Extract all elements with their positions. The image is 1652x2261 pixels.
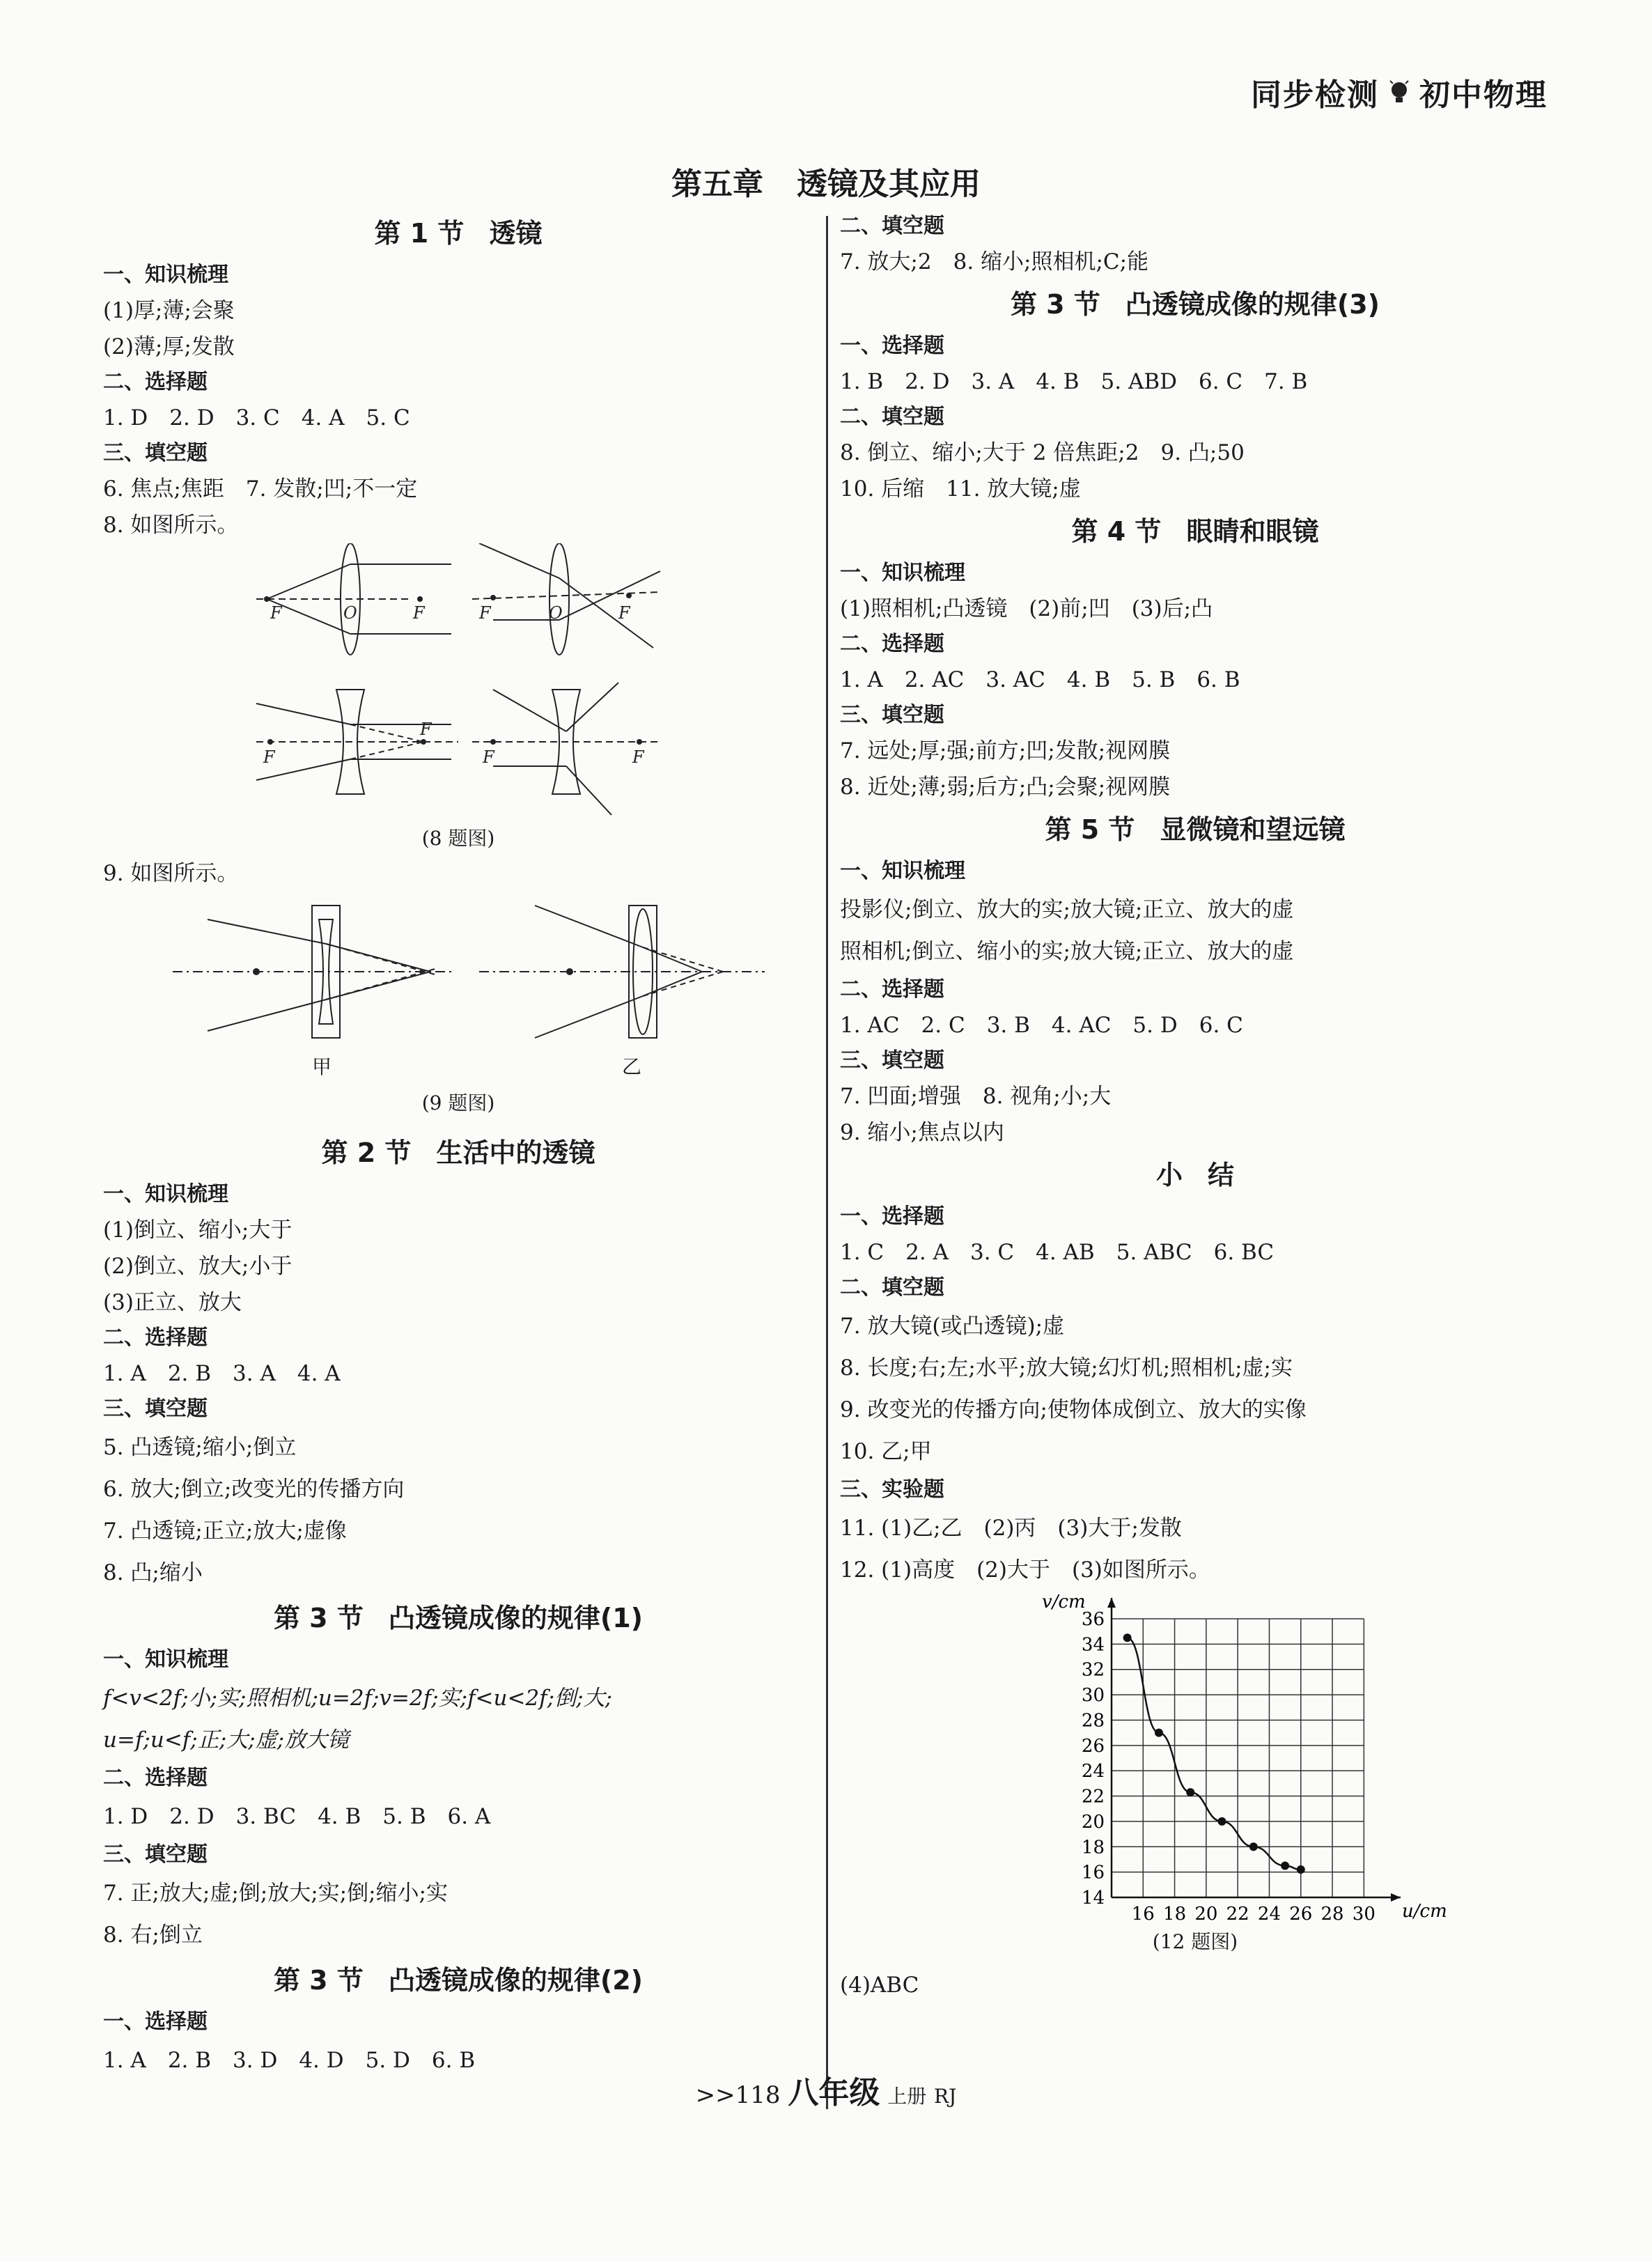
subheading: 三、填空题 bbox=[103, 441, 208, 465]
answer-line: 8. 凸;缩小 bbox=[103, 1560, 203, 1585]
answer-line: 10. 乙;甲 bbox=[840, 1439, 932, 1464]
subheading: 三、填空题 bbox=[103, 1842, 208, 1867]
answer-line: 9. 如图所示。 bbox=[103, 861, 239, 886]
subheading: 二、选择题 bbox=[103, 370, 208, 394]
answer-line: 12. (1)高度 (2)大于 (3)如图所示。 bbox=[840, 1557, 1210, 1583]
figure-9 bbox=[103, 892, 813, 1087]
data-point bbox=[1186, 1788, 1194, 1796]
answer-line: u=f;u<f;正;大;虚;放大镜 bbox=[103, 1727, 350, 1753]
svg-text:F: F bbox=[632, 747, 644, 767]
header-subject: 初中物理 bbox=[1419, 77, 1548, 113]
page-number: 118 bbox=[735, 2081, 781, 2109]
y-tick-label: 34 bbox=[1081, 1634, 1105, 1656]
answer-line: 照相机;倒立、缩小的实;放大镜;正立、放大的虚 bbox=[840, 939, 1294, 964]
answer-line: (1)厚;薄;会聚 bbox=[103, 298, 235, 323]
svg-text:O: O bbox=[549, 603, 563, 623]
column-divider bbox=[826, 216, 828, 2109]
answer-line: 11. (1)乙;乙 (2)丙 (3)大于;发散 bbox=[840, 1516, 1182, 1541]
section-3a-heading: 第 3 节 凸透镜成像的规律(1) bbox=[273, 1603, 644, 1633]
chapter-name: 透镜及其应用 bbox=[797, 166, 981, 202]
answer-line: (1)照相机;凸透镜 (2)前;凹 (3)后;凸 bbox=[840, 596, 1213, 621]
section-3c-heading: 第 3 节 凸透镜成像的规律(3) bbox=[1010, 289, 1380, 320]
answer-line: 1. A 2. B 3. A 4. A bbox=[103, 1361, 341, 1386]
svg-text:F: F bbox=[270, 603, 282, 623]
answer-line: 7. 正;放大;虚;倒;放大;实;倒;缩小;实 bbox=[103, 1881, 448, 1906]
subheading: 二、选择题 bbox=[840, 977, 944, 1002]
left-column bbox=[103, 209, 813, 2081]
subheading: 一、选择题 bbox=[840, 1204, 944, 1229]
answer-line: 10. 后缩 11. 放大镜;虚 bbox=[840, 476, 1081, 502]
section-5-heading: 第 5 节 显微镜和望远镜 bbox=[1045, 814, 1346, 845]
answer-line: (2)倒立、放大;小于 bbox=[103, 1254, 293, 1279]
answer-line: 投影仪;倒立、放大的实;放大镜;正立、放大的虚 bbox=[840, 897, 1294, 922]
y-axis-label: v/cm bbox=[1042, 1592, 1086, 1613]
subheading: 一、知识梳理 bbox=[840, 561, 965, 585]
data-point bbox=[1297, 1865, 1305, 1874]
data-point bbox=[1155, 1729, 1163, 1737]
answer-line: 8. 右;倒立 bbox=[103, 1922, 203, 1948]
uv-graph bbox=[840, 1591, 1550, 1925]
answer-line: 9. 缩小;焦点以内 bbox=[840, 1120, 1004, 1145]
subheading: 二、填空题 bbox=[840, 1275, 944, 1300]
section-1-body bbox=[103, 258, 813, 543]
y-tick-label: 22 bbox=[1081, 1786, 1105, 1808]
y-tick-label: 18 bbox=[1081, 1837, 1105, 1858]
page-footer bbox=[0, 2067, 1652, 2112]
answer-line: 8. 倒立、缩小;大于 2 倍焦距;2 9. 凸;50 bbox=[840, 440, 1245, 465]
x-tick-label: 20 bbox=[1194, 1904, 1218, 1925]
answer-line: 1. A 2. AC 3. AC 4. B 5. B 6. B bbox=[840, 667, 1240, 692]
lens-cases-diagram bbox=[103, 892, 813, 1087]
footer-grade: 八年级 bbox=[788, 2075, 880, 2111]
right-column bbox=[840, 209, 1550, 2003]
answer-line: 7. 放大;2 8. 缩小;照相机;C;能 bbox=[840, 249, 1149, 274]
answer-line: 1. A 2. B 3. D 4. D 5. D 6. B bbox=[103, 2048, 476, 2073]
section-5-body bbox=[840, 854, 1550, 1151]
footer-volume: 上册 bbox=[887, 2085, 927, 2108]
section-1-heading: 第 1 节 透镜 bbox=[374, 218, 543, 249]
answer-line: 8. 近处;薄;弱;后方;凸;会聚;视网膜 bbox=[840, 775, 1171, 800]
section-2-body bbox=[103, 1177, 813, 1594]
answer-line: 7. 放大镜(或凸透镜);虚 bbox=[840, 1314, 1065, 1339]
figure-8-caption: (8 题图) bbox=[421, 827, 495, 850]
data-point bbox=[1218, 1817, 1226, 1826]
subheading: 一、知识梳理 bbox=[103, 1647, 228, 1672]
lens-ray-diagrams bbox=[103, 543, 813, 822]
footer-edition: RJ bbox=[934, 2085, 957, 2108]
subheading: 二、填空题 bbox=[840, 214, 944, 238]
figure-12-caption: (12 题图) bbox=[1152, 1930, 1238, 1953]
svg-text:F: F bbox=[420, 720, 432, 739]
subheading: 二、选择题 bbox=[103, 1326, 208, 1350]
y-tick-label: 30 bbox=[1081, 1685, 1105, 1707]
svg-text:O: O bbox=[343, 603, 357, 623]
x-axis-label: u/cm bbox=[1402, 1901, 1447, 1922]
svg-text:F: F bbox=[413, 603, 425, 623]
subheading: 三、填空题 bbox=[840, 703, 944, 727]
running-header bbox=[1251, 70, 1548, 114]
figure-8 bbox=[103, 543, 813, 822]
section-4-body bbox=[840, 556, 1550, 805]
section-3b-heading: 第 3 节 凸透镜成像的规律(2) bbox=[273, 1965, 644, 1996]
answer-line: 6. 焦点;焦距 7. 发散;凹;不一定 bbox=[103, 476, 418, 502]
subheading: 一、知识梳理 bbox=[103, 263, 228, 287]
figure-9-label-yi: 乙 bbox=[622, 1055, 642, 1078]
answer-line: 1. B 2. D 3. A 4. B 5. ABD 6. C 7. B bbox=[840, 369, 1308, 394]
y-tick-label: 16 bbox=[1081, 1862, 1105, 1883]
section-4-heading: 第 4 节 眼睛和眼镜 bbox=[1071, 516, 1319, 547]
data-point bbox=[1281, 1862, 1289, 1870]
figure-9-label-jia: 甲 bbox=[312, 1055, 332, 1078]
data-point bbox=[1249, 1842, 1258, 1851]
answer-line: 1. AC 2. C 3. B 4. AC 5. D 6. C bbox=[840, 1013, 1243, 1038]
x-tick-label: 30 bbox=[1352, 1904, 1376, 1925]
chapter-number: 第五章 bbox=[671, 166, 763, 202]
lightbulb-icon bbox=[1389, 78, 1410, 106]
answer-line: (3)正立、放大 bbox=[103, 1290, 242, 1315]
subheading: 三、实验题 bbox=[840, 1477, 944, 1502]
answer-line: (4)ABC bbox=[840, 1973, 919, 1998]
answer-line: 1. C 2. A 3. C 4. AB 5. ABC 6. BC bbox=[840, 1240, 1275, 1265]
answer-line: 1. D 2. D 3. C 4. A 5. C bbox=[103, 405, 410, 430]
y-tick-label: 24 bbox=[1081, 1761, 1105, 1782]
y-tick-label: 26 bbox=[1081, 1735, 1105, 1757]
fitted-curve bbox=[1128, 1638, 1301, 1870]
answer-line: 8. 长度;右;左;水平;放大镜;幻灯机;照相机;虚;实 bbox=[840, 1355, 1293, 1381]
header-series: 同步检测 bbox=[1251, 77, 1379, 113]
answer-line: 7. 凹面;增强 8. 视角;小;大 bbox=[840, 1084, 1112, 1109]
answer-line: 5. 凸透镜;缩小;倒立 bbox=[103, 1435, 297, 1460]
summary-heading: 小 结 bbox=[1155, 1160, 1235, 1190]
svg-text:F: F bbox=[263, 747, 275, 767]
answer-line: (2)薄;厚;发散 bbox=[103, 334, 235, 359]
svg-text:F: F bbox=[618, 603, 630, 623]
section-2-heading: 第 2 节 生活中的透镜 bbox=[321, 1137, 595, 1168]
answer-line: 6. 放大;倒立;改变光的传播方向 bbox=[103, 1477, 405, 1502]
answer-line: (1)倒立、缩小;大于 bbox=[103, 1218, 293, 1243]
x-tick-label: 16 bbox=[1131, 1904, 1155, 1925]
answer-line: f<v<2f;小;实;照相机;u=2f;v=2f;实;f<u<2f;倒;大; bbox=[103, 1686, 612, 1711]
y-tick-label: 14 bbox=[1081, 1888, 1105, 1909]
svg-text:F: F bbox=[479, 603, 491, 623]
answer-line: 8. 如图所示。 bbox=[103, 513, 239, 538]
x-tick-label: 18 bbox=[1163, 1904, 1187, 1925]
subheading: 一、选择题 bbox=[103, 2010, 208, 2034]
subheading: 一、知识梳理 bbox=[103, 1182, 228, 1206]
data-point bbox=[1123, 1633, 1132, 1642]
figure-12-chart bbox=[840, 1591, 1550, 1925]
answer-line: 1. D 2. D 3. BC 4. B 5. B 6. A bbox=[103, 1804, 491, 1829]
subheading: 二、选择题 bbox=[840, 632, 944, 656]
y-tick-label: 28 bbox=[1081, 1710, 1105, 1732]
y-tick-label: 32 bbox=[1081, 1659, 1105, 1681]
section-3c-body bbox=[840, 329, 1550, 507]
svg-text:F: F bbox=[483, 747, 494, 767]
summary-body bbox=[840, 1199, 1550, 1591]
section-3a-body bbox=[103, 1642, 813, 1956]
subheading: 三、填空题 bbox=[103, 1397, 208, 1421]
x-tick-label: 22 bbox=[1226, 1904, 1249, 1925]
y-axis-arrow-icon bbox=[1107, 1598, 1116, 1608]
x-tick-label: 26 bbox=[1289, 1904, 1313, 1925]
answer-line: 7. 远处;厚;强;前方;凹;发散;视网膜 bbox=[840, 738, 1171, 763]
figure-9-caption: (9 题图) bbox=[421, 1091, 495, 1114]
y-tick-label: 36 bbox=[1081, 1609, 1105, 1630]
answer-line: 9. 改变光的传播方向;使物体成倒立、放大的实像 bbox=[840, 1397, 1307, 1422]
page-arrow-icon: >> bbox=[695, 2081, 735, 2109]
subheading: 二、填空题 bbox=[840, 405, 944, 429]
subheading: 一、知识梳理 bbox=[840, 859, 965, 883]
x-tick-label: 24 bbox=[1257, 1904, 1281, 1925]
subheading: 二、选择题 bbox=[103, 1766, 208, 1790]
subheading: 一、选择题 bbox=[840, 334, 944, 358]
x-axis-arrow-icon bbox=[1391, 1893, 1401, 1902]
subheading: 三、填空题 bbox=[840, 1048, 944, 1073]
chapter-title bbox=[0, 159, 1652, 203]
y-tick-label: 20 bbox=[1081, 1811, 1105, 1833]
x-tick-label: 28 bbox=[1320, 1904, 1344, 1925]
answer-line: 7. 凸透镜;正立;放大;虚像 bbox=[103, 1518, 347, 1544]
